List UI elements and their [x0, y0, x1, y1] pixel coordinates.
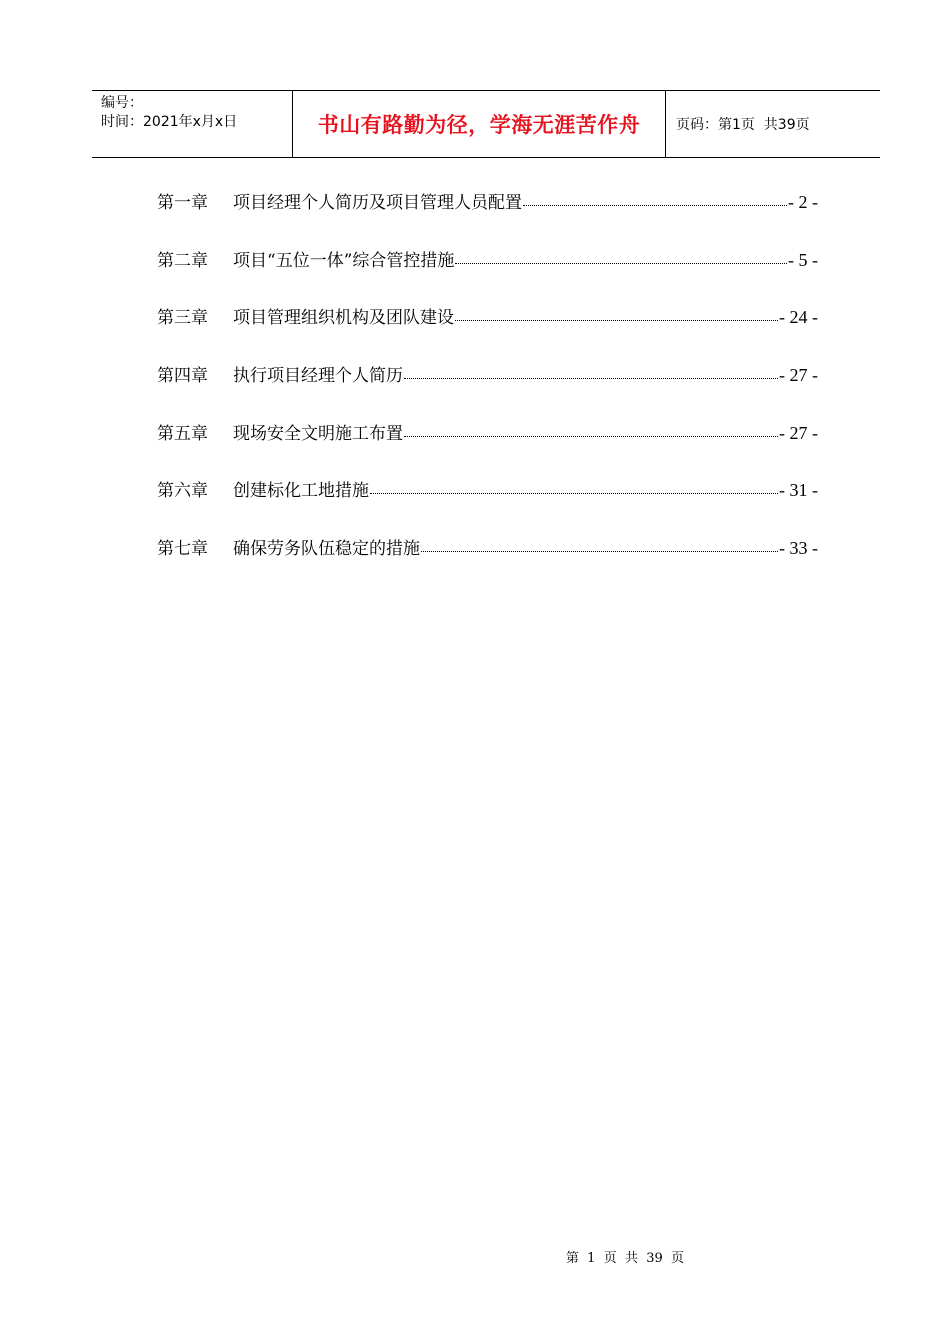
toc-entry[interactable]	[157, 419, 818, 477]
toc-chapter-number: 第二章	[157, 250, 208, 271]
toc-dot-leader	[455, 319, 778, 321]
toc-page-number: - 27 -	[779, 365, 818, 386]
header-motto: 书山有路勤为径，学海无涯苦作舟	[317, 113, 641, 137]
toc-entry[interactable]	[157, 303, 818, 361]
toc-dot-leader	[404, 377, 778, 379]
toc-entry[interactable]	[157, 476, 818, 534]
toc-chapter-title: 项目经理个人简历及项目管理人员配置	[233, 193, 522, 213]
toc-dot-leader	[523, 204, 787, 206]
header-page-cell	[666, 91, 880, 157]
toc-page-number: - 24 -	[779, 307, 818, 328]
toc-dot-leader	[455, 262, 787, 264]
page-header	[92, 90, 880, 158]
toc-chapter-title: 现场安全文明施工布置	[233, 423, 403, 444]
header-page-number: 页码：第1页 共39页	[676, 117, 810, 133]
toc-entry[interactable]	[157, 534, 818, 592]
footer-page-number: 第 1 页 共 39 页	[565, 1251, 685, 1266]
toc-chapter-title: 执行项目经理个人简历	[233, 366, 403, 387]
toc-chapter-title: 项目管理组织机构及团队建设	[233, 308, 454, 329]
document-number-label: 编号：	[101, 95, 143, 111]
toc-chapter-title: 创建标化工地措施	[233, 481, 369, 502]
toc-chapter-title: 确保劳务队伍稳定的措施	[233, 539, 420, 560]
toc-page-number: - 5 -	[788, 249, 818, 270]
toc-entry[interactable]	[157, 246, 818, 304]
toc-chapter-number: 第三章	[157, 308, 208, 329]
toc-dot-leader	[370, 492, 778, 494]
header-motto-cell	[293, 91, 666, 157]
toc-dot-leader	[404, 435, 778, 437]
toc-chapter-number: 第七章	[157, 539, 208, 560]
document-time-label: 时间：2021年x月x日	[101, 114, 238, 130]
toc-page-number: - 27 -	[779, 422, 818, 443]
toc-chapter-number: 第一章	[157, 193, 208, 213]
toc-page-number: - 33 -	[779, 538, 818, 559]
page-footer	[0, 1247, 950, 1266]
table-of-contents	[157, 188, 818, 592]
header-info-cell	[92, 91, 293, 157]
toc-chapter-number: 第四章	[157, 366, 208, 387]
toc-chapter-number: 第六章	[157, 481, 208, 502]
toc-chapter-number: 第五章	[157, 423, 208, 444]
toc-chapter-title: 项目“五位一体”综合管控措施	[233, 250, 455, 271]
toc-page-number: - 31 -	[779, 480, 818, 501]
toc-dot-leader	[421, 550, 778, 552]
toc-page-number: - 2 -	[788, 192, 818, 212]
toc-entry[interactable]	[157, 361, 818, 419]
toc-entry[interactable]	[157, 188, 818, 246]
